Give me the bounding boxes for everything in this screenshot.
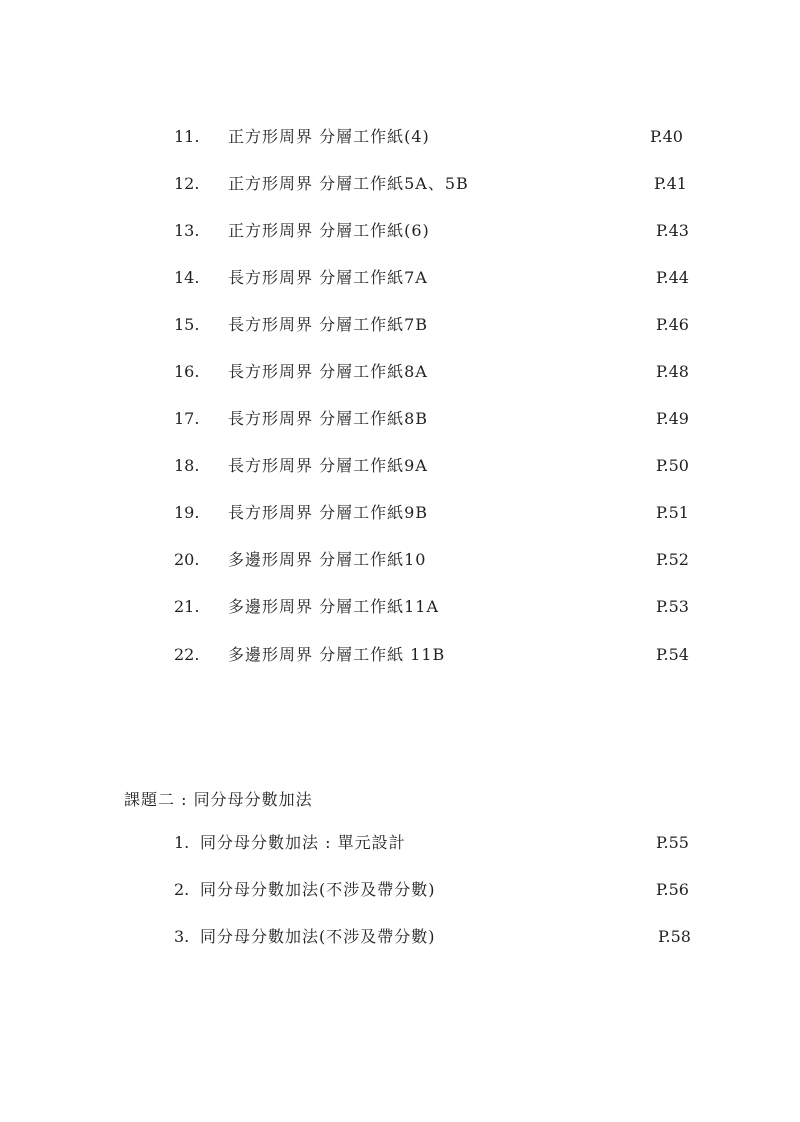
entry-title: 正方形周界 分層工作紙(6) <box>228 221 430 240</box>
entry-page: P.44 <box>656 268 689 287</box>
entry-title: 多邊形周界 分層工作紙11A <box>228 597 440 616</box>
entry-number: 19. <box>174 503 200 522</box>
entry-title: 正方形周界 分層工作紙(4) <box>228 127 430 146</box>
entry-page: P.52 <box>656 550 689 569</box>
entry-number: 17. <box>174 409 200 428</box>
entry-title: 長方形周界 分層工作紙7B <box>228 315 429 334</box>
entry-number: 12. <box>174 174 200 193</box>
entry-title: 長方形周界 分層工作紙9A <box>228 456 428 475</box>
entry-title: 多邊形周界 分層工作紙10 <box>228 550 427 569</box>
entry-title: 同分母分數加法(不涉及帶分數) <box>200 880 436 899</box>
entry-number: 1. <box>174 833 190 852</box>
entry-number: 18. <box>174 456 200 475</box>
entry-page: P.46 <box>656 315 689 334</box>
entry-title: 長方形周界 分層工作紙9B <box>228 503 429 522</box>
entry-page: P.51 <box>656 503 689 522</box>
entry-page: P.48 <box>656 362 689 381</box>
entry-page: P.50 <box>656 456 689 475</box>
entry-title: 正方形周界 分層工作紙5A、5B <box>228 174 469 193</box>
entry-title: 同分母分數加法(不涉及帶分數) <box>200 927 436 946</box>
entry-page: P.58 <box>658 927 691 946</box>
entry-number: 16. <box>174 362 200 381</box>
entry-number: 21. <box>174 597 200 616</box>
section-heading: 課題二 : 同分母分數加法 <box>124 790 313 809</box>
entry-page: P.53 <box>656 597 689 616</box>
entry-page: P.56 <box>656 880 689 899</box>
entry-title: 長方形周界 分層工作紙8A <box>228 362 428 381</box>
entry-number: 14. <box>174 268 200 287</box>
entry-page: P.43 <box>656 221 689 240</box>
entry-page: P.41 <box>654 174 687 193</box>
entry-number: 22. <box>174 645 200 664</box>
entry-number: 2. <box>174 880 190 899</box>
entry-number: 3. <box>174 927 190 946</box>
entry-title: 同分母分數加法 : 單元設計 <box>200 833 406 852</box>
entry-number: 20. <box>174 550 200 569</box>
entry-number: 11. <box>174 127 200 146</box>
entry-page: P.55 <box>656 833 689 852</box>
entry-title: 多邊形周界 分層工作紙 11B <box>228 645 446 664</box>
entry-page: P.49 <box>656 409 689 428</box>
entry-number: 15. <box>174 315 200 334</box>
entry-title: 長方形周界 分層工作紙8B <box>228 409 429 428</box>
entry-page: P.40 <box>650 127 683 146</box>
entry-page: P.54 <box>656 645 689 664</box>
entry-number: 13. <box>174 221 200 240</box>
entry-title: 長方形周界 分層工作紙7A <box>228 268 428 287</box>
